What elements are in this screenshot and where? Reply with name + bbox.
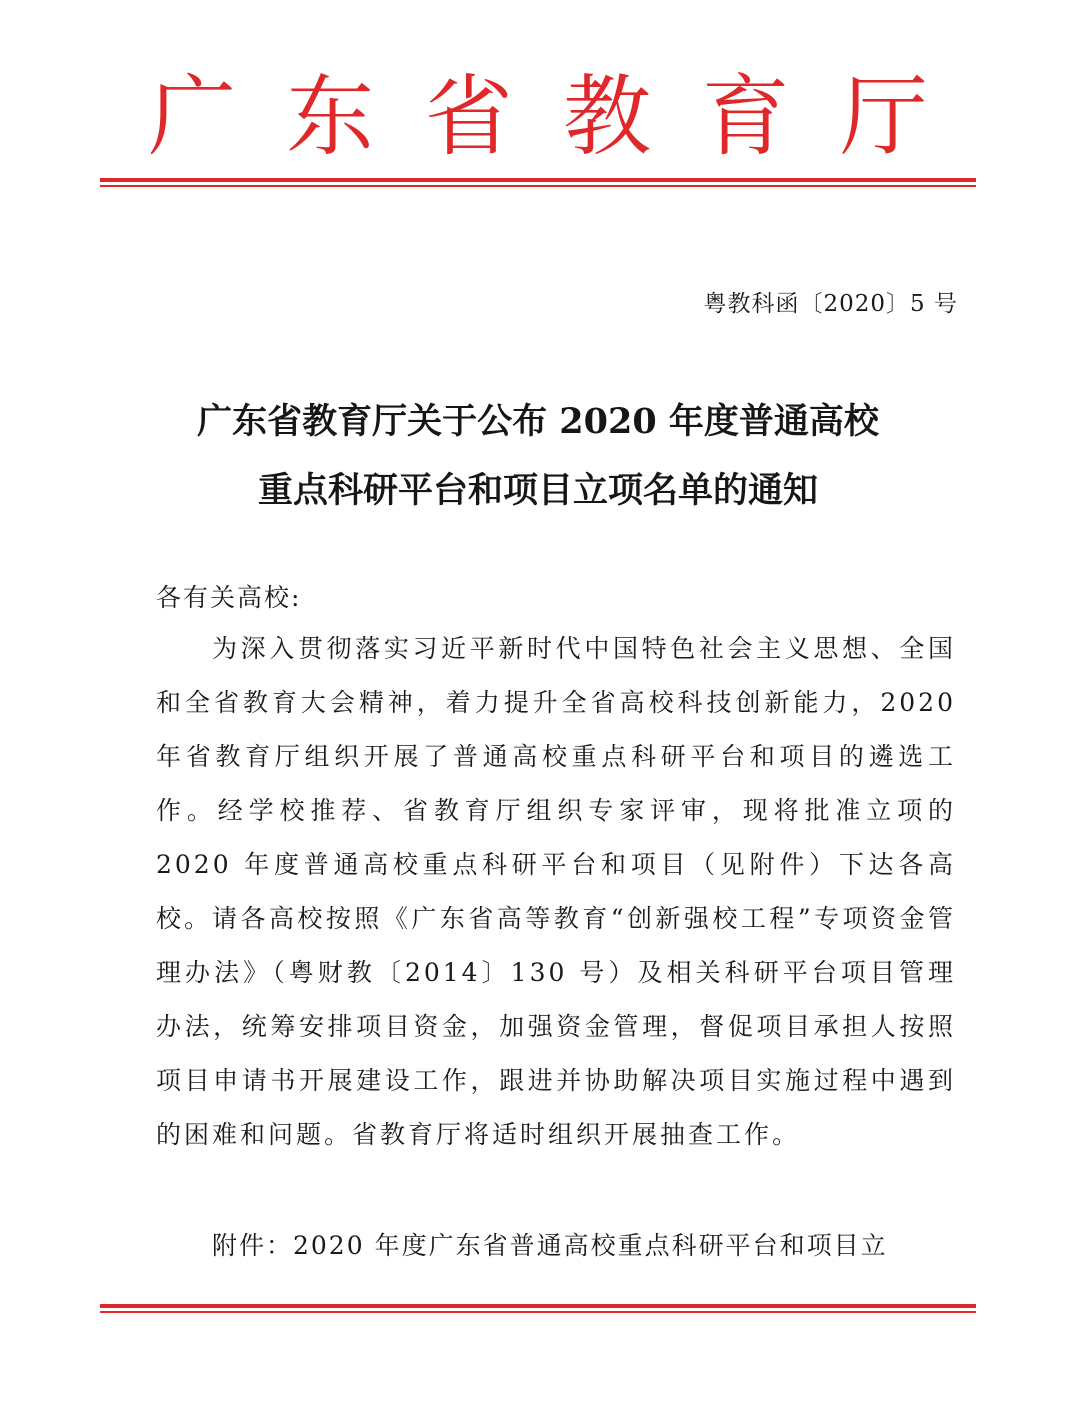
document-number: 粤教科函〔2020〕5 号 bbox=[703, 291, 958, 317]
footer-divider bbox=[100, 1304, 976, 1314]
header-divider-thick bbox=[100, 178, 976, 182]
header-divider-thin bbox=[100, 185, 976, 187]
letterhead-char: 教 bbox=[563, 65, 652, 168]
letterhead-char: 广 bbox=[148, 65, 237, 168]
footer-divider-thin bbox=[100, 1311, 976, 1313]
body-paragraph-1: 为深入贯彻落实习近平新时代中国特色社会主义思想、全国和全省教育大会精神，着力提升全省高校科技创新能力，2020 年省教育厅组织开展了普通高校重点科研平台和项目的遴选工作。经学校推荐、省教育厅组织专家评审，现将批准立项的 2020 年度普通高校重点科研平台和项目（见附件）下达各高校。 bbox=[156, 634, 956, 933]
letterhead-char: 省 bbox=[424, 65, 513, 168]
footer-divider-thick bbox=[100, 1304, 976, 1308]
letterhead-char: 东 bbox=[286, 65, 375, 168]
letterhead-char: 育 bbox=[701, 65, 790, 168]
attachment-line: 附件：2020 年度广东省普通高校重点科研平台和项目立 bbox=[212, 1231, 888, 1260]
letterhead bbox=[100, 62, 976, 172]
salutation: 各有关高校: bbox=[156, 583, 302, 612]
document-title-line-1: 广东省教育厅关于公布 2020 年度普通高校 bbox=[197, 401, 879, 442]
header-divider bbox=[100, 178, 976, 188]
document-title-line-2: 重点科研平台和项目立项名单的通知 bbox=[257, 470, 818, 511]
letterhead-char: 厅 bbox=[839, 65, 928, 168]
body-paragraph-2: 请各高校按照《广东省高等教育“创新强校工程”专项资金管理办法》（粤财教〔2014〕130 号）及相关科研平台项目管理办法，统筹安排项目资金，加强资金管理，督促项目承担人按照项目申请书开展建设工作，跟进并协助解决项目实施过程中遇到的困难和问题。省教育厅将适时组织开展抽查工作。 bbox=[156, 904, 956, 1149]
